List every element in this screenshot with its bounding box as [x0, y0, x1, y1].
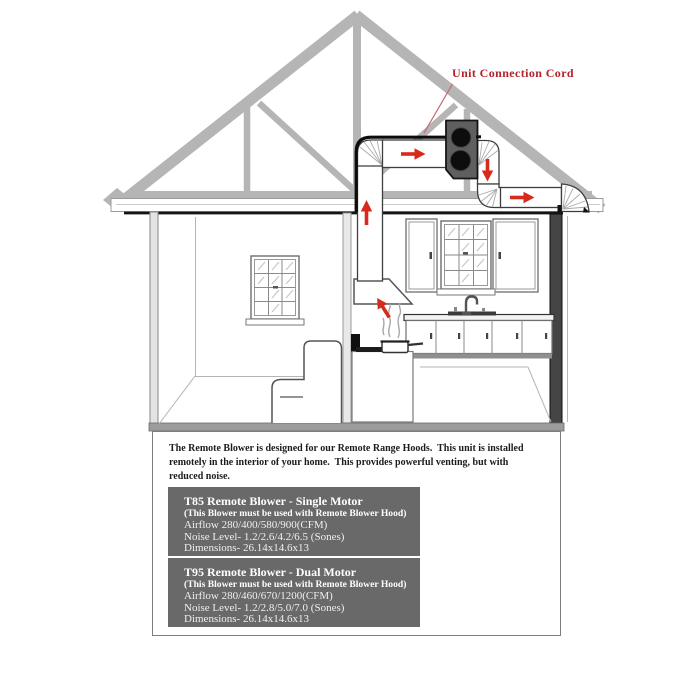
couch — [272, 341, 342, 423]
kitchen-window — [437, 221, 495, 295]
product-dimensions: Dimensions- 26.14x14.6x13 — [184, 542, 309, 555]
vertical-duct — [358, 165, 383, 281]
left-wall — [150, 212, 158, 424]
living-room-window — [246, 256, 304, 325]
product-card-t95 — [168, 558, 420, 627]
info-panel — [152, 431, 561, 636]
product-requirement: (This Blower must be used with Remote Blower Hood) — [184, 579, 407, 590]
interior-wall — [343, 213, 351, 423]
product-title: T85 Remote Blower - Single Motor — [184, 494, 363, 508]
description-text — [169, 442, 524, 484]
product-dimensions: Dimensions- 26.14x14.6x13 — [184, 613, 309, 626]
blower-motor-icon — [450, 150, 470, 170]
product-requirement: (This Blower must be used with Remote Blower Hood) — [184, 508, 407, 519]
cord-label: Unit Connection Cord — [452, 66, 575, 80]
stove-island — [352, 347, 413, 422]
product-airflow: Airflow 280/460/670/1200(CFM) — [184, 590, 333, 602]
range-hood — [354, 279, 412, 304]
description-line: reduced noise. — [169, 471, 230, 482]
product-noise-level: Noise Level- 1.2/2.8/5.0/7.0 (Sones) — [184, 601, 345, 614]
product-noise-level: Noise Level- 1.2/2.6/4.2/6.5 (Sones) — [184, 530, 345, 543]
description-line: remotely in the interior of your home. This provides powerful venting, but with — [169, 457, 509, 468]
base-cabinets — [404, 312, 554, 423]
product-title: T95 Remote Blower - Dual Motor — [184, 565, 357, 579]
product-card-t85 — [168, 487, 420, 556]
blower-unit — [446, 121, 481, 179]
floor-line — [149, 423, 564, 431]
blower-motor-icon — [451, 128, 471, 148]
product-airflow: Airflow 280/400/580/900(CFM) — [184, 519, 328, 531]
description-line: The Remote Blower is designed for our Remote Range Hoods. This unit is installed — [169, 443, 524, 454]
